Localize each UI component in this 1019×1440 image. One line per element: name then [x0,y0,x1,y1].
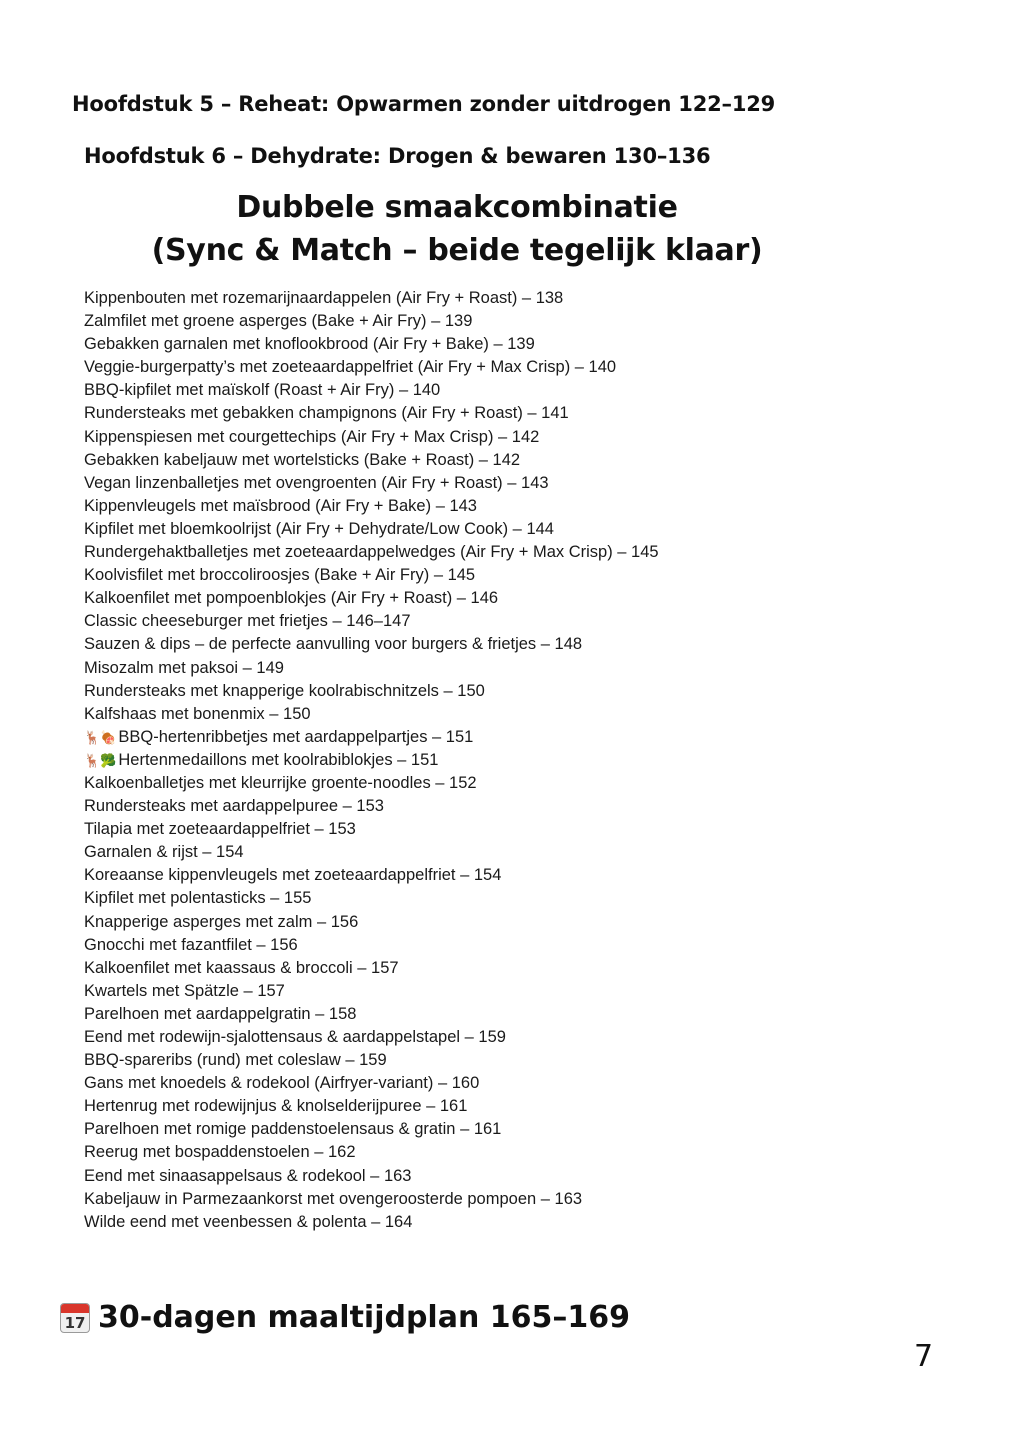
recipe-title: Rundergehaktballetjes met zoeteaardappelwedges (Air Fry + Max Crisp) – 145 [84,543,659,562]
recipe-title: Gans met knoedels & rodekool (Airfryer-variant) – 160 [84,1074,480,1093]
recipe-list-item [84,841,659,864]
recipe-list-item [84,957,659,980]
recipe-title: Kipfilet met bloemkoolrijst (Air Fry + Dehydrate/Low Cook) – 144 [84,519,554,538]
recipe-list [84,287,659,1234]
recipe-title: Tilapia met zoeteaardappelfriet – 153 [84,820,356,839]
chapter-6-heading: Hoofdstuk 6 – Dehydrate: Drogen & bewaren 130–136 [84,144,711,168]
recipe-emoji-icon: 🦌🥦 [84,753,117,769]
recipe-title: Parelhoen met aardappelgratin – 158 [84,1004,357,1023]
recipe-title: Koolvisfilet met broccoliroosjes (Bake + Air Fry) – 145 [84,566,476,585]
meal-plan-label: 30-dagen maaltijdplan 165–169 [98,1300,631,1335]
recipe-title: Eend met rodewijn-sjalottensaus & aardappelstapel – 159 [84,1028,506,1046]
recipe-list-item [84,1072,659,1095]
recipe-list-item [84,1188,659,1211]
recipe-title: Hertenrug met rodewijnjus & knolselderijpuree – 161 [84,1097,468,1116]
recipe-list-item [84,703,659,726]
recipe-title: Gebakken kabeljauw met wortelsticks (Bake + Roast) – 142 [84,450,521,469]
recipe-title: Zalmfilet met groene asperges (Bake + Air Fry) – 139 [84,312,473,331]
recipe-list-item [84,887,659,910]
recipe-list-item [84,310,659,333]
recipe-list-item [84,818,659,841]
recipe-list-item [84,1003,659,1026]
recipe-title: BBQ-spareribs (rund) met coleslaw – 159 [84,1051,387,1070]
recipe-title: Eend met sinaasappelsaus & rodekool – 163 [84,1166,412,1185]
recipe-list-item [84,980,659,1003]
recipe-list-item [84,749,659,772]
recipe-list-item [84,426,659,449]
calendar-header-bar [61,1304,89,1313]
recipe-list-item [84,726,659,749]
recipe-title: Gebakken garnalen met knoflookbrood (Air Fry + Bake) – 139 [84,335,535,354]
chapter-5-heading: Hoofdstuk 5 – Reheat: Opwarmen zonder uitdrogen 122–129 [72,92,776,116]
recipe-list-item [84,680,659,703]
recipe-list-item [84,1211,659,1234]
recipe-list-item [84,1026,659,1049]
recipe-title: Kabeljauw in Parmezaankorst met ovengeroosterde pompoen – 163 [84,1189,583,1208]
recipe-emoji-icon: 🦌🍖 [84,730,117,746]
recipe-title: Kalkoenfilet met kaassaus & broccoli – 157 [84,958,399,977]
recipe-list-item [84,495,659,518]
recipe-list-item [84,587,659,610]
recipe-title: Reerug met bospaddenstoelen – 162 [84,1143,356,1162]
recipe-list-item [84,518,659,541]
recipe-title: Kipfilet met polentasticks – 155 [84,889,312,908]
page-number: 7 [914,1339,934,1374]
section-title-line-2: (Sync & Match – beide tegelijk klaar) [151,233,763,268]
recipe-list-item [84,911,659,934]
recipe-list-item [84,864,659,887]
calendar-day-number: 17 [64,1313,86,1332]
recipe-title: Garnalen & rijst – 154 [84,843,244,862]
recipe-list-item [84,1141,659,1164]
recipe-title: BBQ-kipfilet met maïskolf (Roast + Air Fry) – 140 [84,381,441,400]
recipe-list-item [84,287,659,310]
recipe-title: Kwartels met Spätzle – 157 [84,981,285,1000]
recipe-title: Kalkoenballetjes met kleurrijke groente-noodles – 152 [84,773,477,792]
recipe-title: Kalfshaas met bonenmix – 150 [84,704,311,723]
recipe-title: Rundersteaks met aardappelpuree – 153 [84,797,384,816]
section-title-line-1: Dubbele smaakcombinatie [236,190,678,225]
recipe-list-item [84,1165,659,1188]
recipe-list-item [84,633,659,656]
recipe-title: Hertenmedaillons met koolrabiblokjes – 151 [118,750,439,769]
recipe-title: Kippenspiesen met courgettechips (Air Fry + Max Crisp) – 142 [84,427,540,446]
recipe-title: Veggie-burgerpatty’s met zoeteaardappelfriet (Air Fry + Max Crisp) – 140 [84,358,617,377]
recipe-list-item [84,472,659,495]
recipe-title: Rundersteaks met gebakken champignons (Air Fry + Roast) – 141 [84,404,569,423]
recipe-title: Parelhoen met romige paddenstoelensaus & gratin – 161 [84,1120,502,1139]
recipe-list-item [84,379,659,402]
recipe-list-item [84,657,659,680]
recipe-list-item [84,402,659,425]
recipe-title: Classic cheeseburger met frietjes – 146–147 [84,612,411,631]
recipe-title: BBQ-hertenribbetjes met aardappelpartjes – 151 [118,727,474,746]
recipe-title: Sauzen & dips – de perfecte aanvulling voor burgers & frietjes – 148 [84,635,583,654]
recipe-list-item [84,1095,659,1118]
recipe-list-item [84,333,659,356]
recipe-list-item [84,772,659,795]
recipe-title: Kippenbouten met rozemarijnaardappelen (Air Fry + Roast) – 138 [84,289,564,307]
recipe-list-item [84,1118,659,1141]
recipe-list-item [84,934,659,957]
recipe-list-item [84,564,659,587]
calendar-icon [60,1303,90,1333]
recipe-list-item [84,449,659,472]
recipe-title: Gnocchi met fazantfilet – 156 [84,935,298,954]
recipe-title: Kalkoenfilet met pompoenblokjes (Air Fry + Roast) – 146 [84,589,499,608]
recipe-title: Knapperige asperges met zalm – 156 [84,912,359,931]
recipe-title: Misozalm met paksoi – 149 [84,658,284,677]
recipe-title: Vegan linzenballetjes met ovengroenten (Air Fry + Roast) – 143 [84,473,549,492]
recipe-title: Kippenvleugels met maïsbrood (Air Fry + Bake) – 143 [84,496,477,515]
recipe-title: Wilde eend met veenbessen & polenta – 164 [84,1212,413,1231]
recipe-list-item [84,610,659,633]
meal-plan-heading [60,1300,630,1335]
recipe-list-item [84,541,659,564]
recipe-list-item [84,1049,659,1072]
recipe-list-item [84,356,659,379]
recipe-title: Koreaanse kippenvleugels met zoeteaardappelfriet – 154 [84,866,502,885]
recipe-title: Rundersteaks met knapperige koolrabischnitzels – 150 [84,681,485,700]
recipe-list-item [84,795,659,818]
